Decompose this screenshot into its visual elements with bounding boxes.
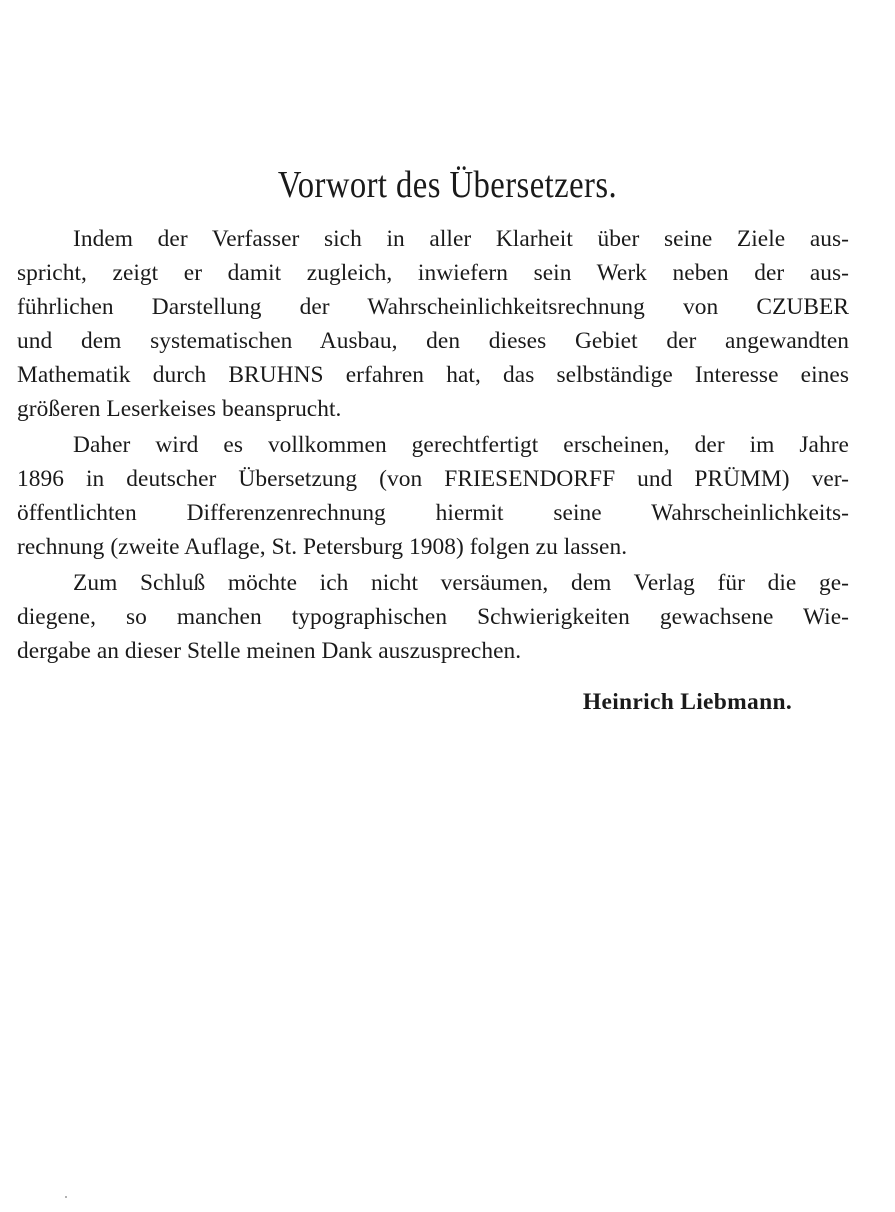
text-line: 1896 in deutscher Übersetzung (von FRIESENDORFF und PRÜMM) ver- [17, 466, 849, 492]
translator-signature: Heinrich Liebmann. [582, 689, 792, 715]
page-title: Vorwort des Übersetzers. [277, 164, 618, 206]
text-line: dergabe an dieser Stelle meinen Dank auszusprechen. [17, 638, 522, 664]
preface-body [17, 222, 849, 670]
paragraph-3 [17, 566, 849, 668]
text-line: Zum Schluß möchte ich nicht versäumen, dem Verlag für die ge- [73, 570, 849, 596]
text-line: Indem der Verfasser sich in aller Klarheit über seine Ziele aus- [73, 226, 849, 252]
text-line: öffentlichten Differenzenrechnung hiermit seine Wahrscheinlichkeits- [17, 500, 849, 526]
text-line: spricht, zeigt er damit zugleich, inwiefern sein Werk neben der aus- [17, 260, 849, 286]
scan-speck [65, 1196, 67, 1198]
text-line: Mathematik durch BRUHNS erfahren hat, das selbständige Interesse eines [17, 362, 849, 388]
paragraph-1 [17, 222, 849, 426]
text-line: führlichen Darstellung der Wahrscheinlichkeitsrechnung von CZUBER [17, 294, 849, 320]
text-line: und dem systematischen Ausbau, den dieses Gebiet der angewandten [17, 328, 849, 354]
text-line: Daher wird es vollkommen gerechtfertigt erscheinen, der im Jahre [73, 432, 849, 458]
text-line: größeren Leserkeises beansprucht. [17, 396, 342, 422]
text-line: diegene, so manchen typographischen Schwierigkeiten gewachsene Wie- [17, 604, 849, 630]
paragraph-2 [17, 428, 849, 564]
text-line: rechnung (zweite Auflage, St. Petersburg 1908) folgen zu lassen. [17, 534, 628, 560]
